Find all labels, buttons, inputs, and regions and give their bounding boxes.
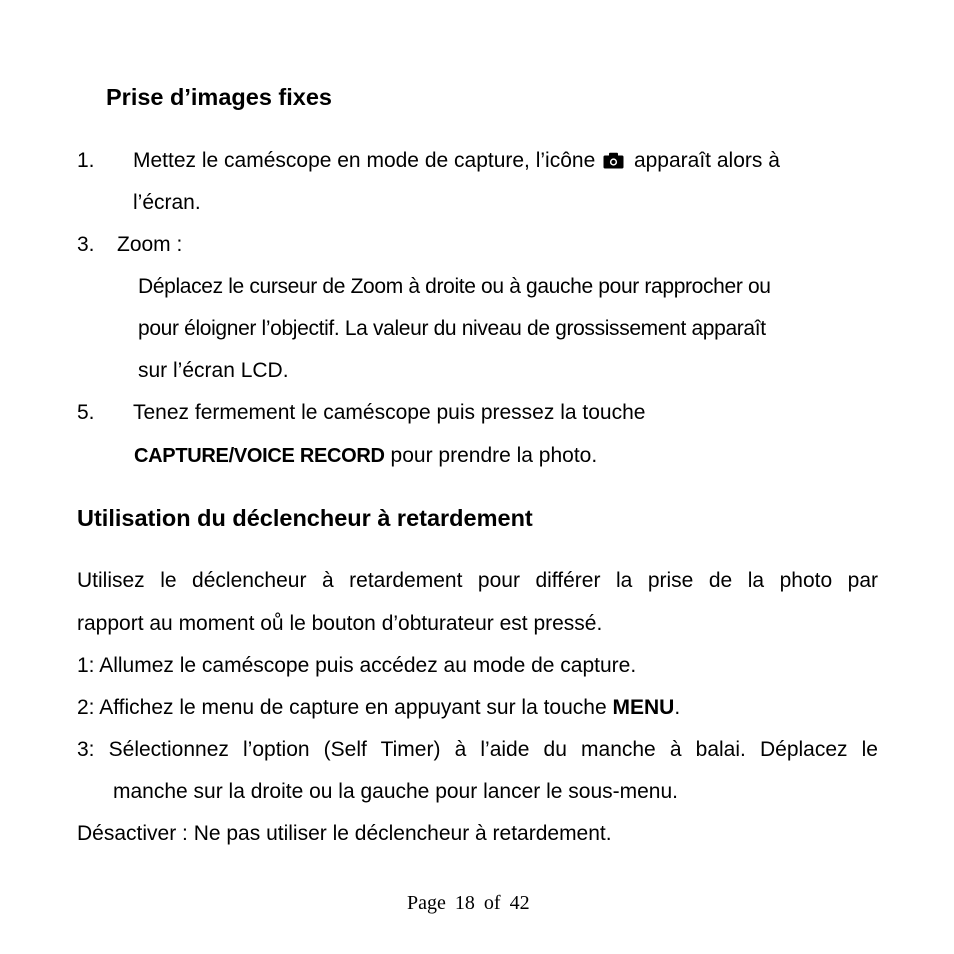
step-text: 2: Affichez le menu de capture en appuyant sur la touche xyxy=(77,696,607,719)
camera-icon xyxy=(603,151,624,175)
page-number: 18 xyxy=(454,892,475,914)
list-item-text xyxy=(133,149,780,175)
list-number: 3. xyxy=(77,233,95,256)
step-text-end: . xyxy=(674,696,681,719)
paragraph-line: Utilisez le déclencheur à retardement pour différer la prise de la photo par xyxy=(77,569,878,592)
zoom-description-line: Déplacez le curseur de Zoom à droite ou à gauche pour rapprocher ou xyxy=(138,275,771,298)
list-item-text: Tenez fermement le caméscope puis pressez la touche xyxy=(133,401,646,424)
list-number: 1. xyxy=(77,149,95,172)
zoom-description-line: pour éloigner l’objectif. La valeur du niveau de grossissement apparaît xyxy=(138,317,766,340)
deactivate-line: Désactiver : Ne pas utiliser le déclencheur à retardement. xyxy=(77,822,612,845)
step-line: 1: Allumez le caméscope puis accédez au mode de capture. xyxy=(77,654,637,677)
list-number: 5. xyxy=(77,401,95,424)
item-text-rest: pour prendre la photo. xyxy=(390,444,598,467)
page-label: Page xyxy=(407,892,446,914)
menu-key: MENU xyxy=(612,696,675,719)
total-pages: 42 xyxy=(509,892,530,914)
step-line-continued: manche sur la droite ou la gauche pour lancer le sous-menu. xyxy=(113,780,678,803)
list-item-text-continued xyxy=(134,444,597,468)
section-heading-still-images: Prise d’images fixes xyxy=(106,84,332,110)
capture-voice-record-key: CAPTURE/VOICE RECORD xyxy=(134,445,385,467)
section-heading-self-timer: Utilisation du déclencheur à retardement xyxy=(77,505,533,531)
of-label: of xyxy=(483,892,501,914)
zoom-description-line: sur l’écran LCD. xyxy=(138,359,289,382)
item-text-before-icon: Mettez le caméscope en mode de capture, l’icône xyxy=(133,149,596,172)
paragraph-line: rapport au moment oů le bouton d’obturateur est pressé. xyxy=(77,612,603,635)
page-footer xyxy=(407,892,530,915)
zoom-title: Zoom : xyxy=(117,233,183,256)
list-item-text-continued: l’écran. xyxy=(133,191,201,214)
step-line xyxy=(77,696,680,720)
item-text-after-icon: apparaît alors à xyxy=(633,149,780,172)
step-line: 3: Sélectionnez l’option (Self Timer) à l’aide du manche à balai. Déplacez le xyxy=(77,738,878,761)
